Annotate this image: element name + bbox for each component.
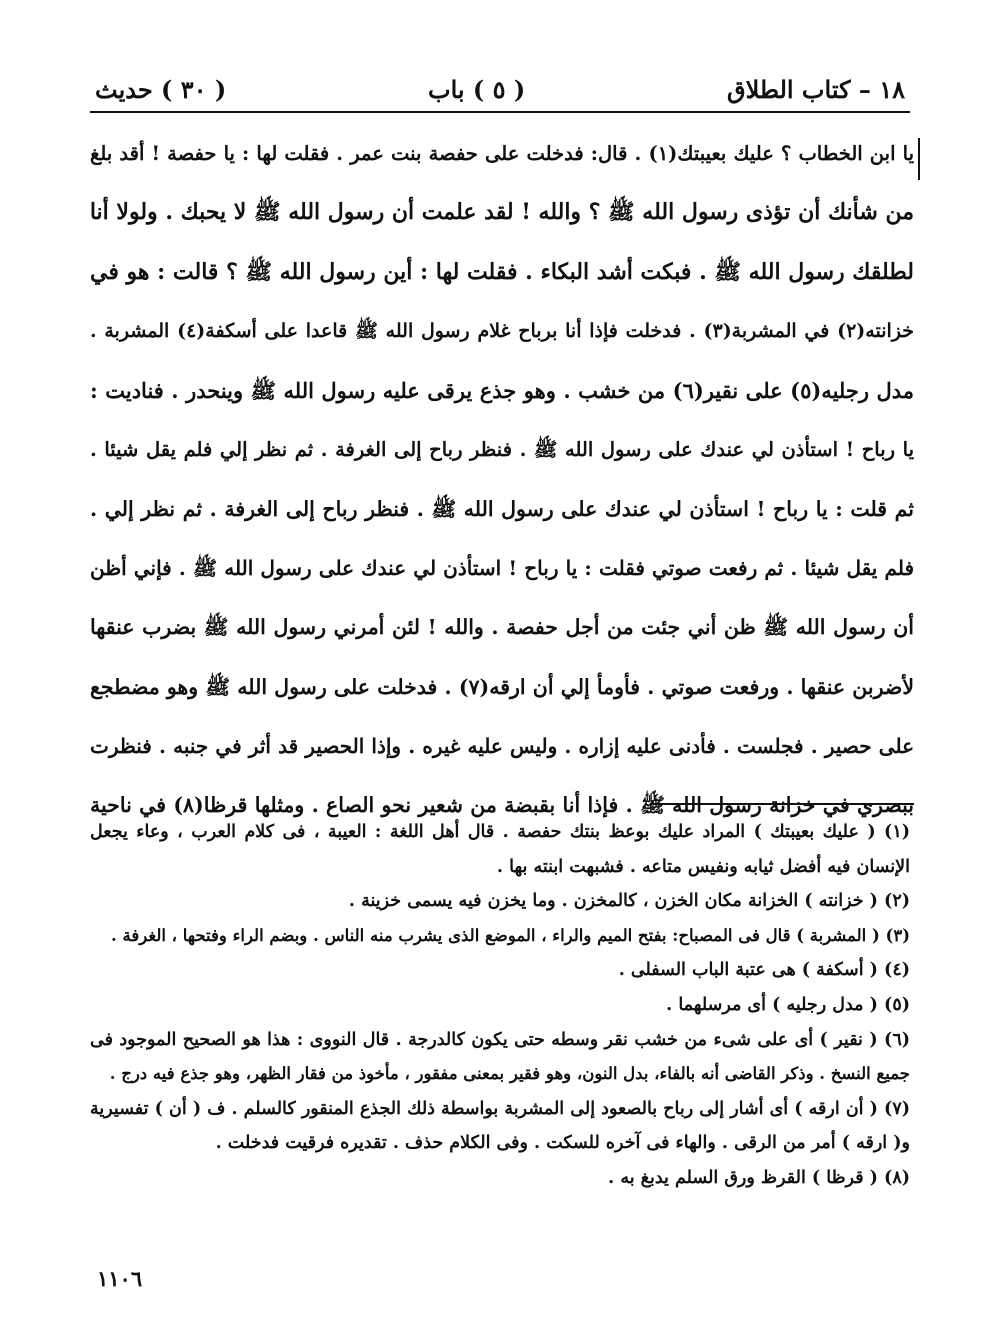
text-line: يا رباح ! استأذن لي عندك على رسول الله ﷺ . فنظر رباح إلى الغرفة . ثم نظر إلي فلم يقل شيئا . <box>90 438 914 462</box>
text-line: ببصري في خزانة رسول الله ﷺ . فإذا أنا بقبضة من شعير نحو الصاع . ومثلها قرظا(٨) في ناحية <box>90 793 914 818</box>
text-line: يا ابن الخطاب ؟ عليك بعيبتك(١) . قال: فدخلت على حفصة بنت عمر . فقلت لها : يا حفصة ! أقد بلغ <box>90 142 914 165</box>
text-line: ثم قلت : يا رباح ! استأذن لي عندك على رسول الله ﷺ . فنظر رباح إلى الغرفة . ثم نظر إلي . <box>90 496 914 521</box>
margin-marker <box>918 138 920 180</box>
text-line: خزانته(٢) في المشربة(٣) . فدخلت فإذا أنا برباح غلام رسول الله ﷺ قاعدا على أسكفة(٤) المشربة . <box>90 319 914 342</box>
text-line: على حصير . فجلست . فأدنى عليه إزاره . وليس عليه غيره . وإذا الحصير قد أثر في جنبه . فنظرت <box>90 733 914 758</box>
footnote-line: (٤) ( أسكفة ) هى عتبة الباب السفلى . <box>618 960 910 981</box>
footnote-line: الإنسان فيه أفضل ثيابه ونفيس متاعه . فشبهت ابنته بها . <box>496 856 910 877</box>
footnote-line: جميع النسخ . وذكر القاضى أنه بالفاء، بدل النون، وهو فقير بمعنى مفقور ، مأخوذ من فقار الظهر، وهو جذع فيه درج . <box>109 1064 910 1084</box>
main-text-body <box>90 124 914 836</box>
text-line: لطلقك رسول الله ﷺ . فبكت أشد البكاء . فقلت لها : أين رسول الله ﷺ ؟ قالت : هو في <box>90 258 914 285</box>
header-book-title: ١٨ – كتاب الطلاق <box>726 74 905 104</box>
footnote-line: (٢) ( خزانته ) الخزانة مكان الخزن ، كالمخزن . وما يخزن فيه يسمى خزينة . <box>348 891 910 912</box>
running-header <box>95 66 905 112</box>
footnote-line: (١) ( عليك بعيبتك ) المراد عليك بوعظ بنتك حفصة . قال أهل اللغة : العيبة ، فى كلام العرب ، وعاء يجعل <box>90 822 910 842</box>
footnotes-section <box>90 815 910 1196</box>
footnote-line: (٧) ( أن ارقه ) أى أشار إلى رباح بالصعود إلى المشربة بواسطة ذلك الجذع المنقور كالسلم . ف ( أن ) تفسيرية <box>90 1098 910 1119</box>
footnote-line: (٦) ( نقير ) أى على شىء من خشب نقر وسطه حتى يكون كالدرجة . قال النووى : هذا هو الصحيح الموجود فى <box>90 1029 910 1050</box>
header-divider <box>90 111 910 113</box>
header-chapter: ( ٥ ) باب <box>427 74 526 104</box>
footnote-line: و( ارقه ) أمر من الرقى . والهاء فى آخره للسكت . وفى الكلام حذف . تقديره فرقيت فدخلت . <box>215 1133 910 1154</box>
footnote-line: (٥) ( مدل رجليه ) أى مرسلهما . <box>666 994 910 1015</box>
text-line: من شأنك أن تؤذى رسول الله ﷺ ؟ والله ! لقد علمت أن رسول الله ﷺ لا يحبك . ولولا أنا <box>90 199 914 226</box>
text-line: فلم يقل شيئا . ثم رفعت صوتي فقلت : يا رباح ! استأذن لي عندك على رسول الله ﷺ . فإني أظن <box>90 556 914 581</box>
header-hadith-number: ( ٣٠ ) حديث <box>95 74 227 104</box>
text-line: مدل رجليه(٥) على نقير(٦) من خشب . وهو جذع يرقى عليه رسول الله ﷺ وينحدر . فناديت : <box>90 378 914 404</box>
footnote-line: (٣) ( المشربة ) قال فى المصباح: بفتح الميم والراء ، الموضع الذى يشرب منه الناس . وبضم الراء وفتحها ، الغرفة . <box>111 925 910 945</box>
text-line: لأضربن عنقها . ورفعت صوتي . فأومأ إلي أن ارقه(٧) . فدخلت على رسول الله ﷺ وهو مضطجع <box>90 674 914 699</box>
footnote-divider <box>650 803 914 805</box>
footnote-line: (٨) ( قرظا ) القرظ ورق السلم يدبغ به . <box>608 1167 910 1188</box>
text-line: أن رسول الله ﷺ ظن أني جئت من أجل حفصة . والله ! لئن أمرني رسول الله ﷺ بضرب عنقها <box>90 615 914 640</box>
page-number: ١١٠٦ <box>97 1266 143 1291</box>
